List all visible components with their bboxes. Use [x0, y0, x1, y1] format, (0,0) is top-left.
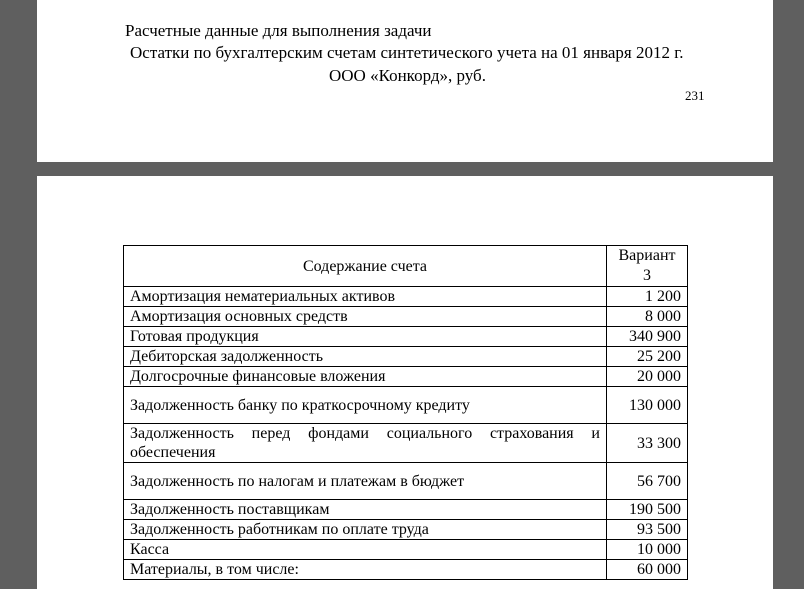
- document-page-bottom: [37, 176, 773, 589]
- account-value: 190 500: [607, 500, 688, 520]
- table-row: [124, 520, 688, 540]
- company-heading: ООО «Конкорд», руб.: [329, 66, 486, 85]
- account-name: Задолженность поставщикам: [124, 500, 607, 520]
- account-name: Задолженность работникам по оплате труда: [124, 520, 607, 540]
- account-value: 10 000: [607, 540, 688, 560]
- page-number: 231: [685, 88, 705, 103]
- account-value: 20 000: [607, 367, 688, 387]
- document-page-top: [37, 0, 773, 162]
- account-value: 56 700: [607, 463, 688, 500]
- table-row: [124, 287, 688, 307]
- account-name: Материалы, в том числе:: [124, 560, 607, 580]
- table-header-row: [124, 246, 688, 287]
- table-row: [124, 307, 688, 327]
- account-balances-table: [123, 245, 688, 580]
- header-account-content: Содержание счета: [124, 246, 607, 287]
- task-data-heading: Расчетные данные для выполнения задачи: [125, 21, 432, 40]
- table-row: [124, 327, 688, 347]
- account-name: Задолженность банку по краткосрочному кредиту: [124, 387, 607, 424]
- table-row: [124, 500, 688, 520]
- account-name: Касса: [124, 540, 607, 560]
- account-value: 93 500: [607, 520, 688, 540]
- account-name: Долгосрочные финансовые вложения: [124, 367, 607, 387]
- account-value: 25 200: [607, 347, 688, 367]
- account-value: 1 200: [607, 287, 688, 307]
- account-value: 60 000: [607, 560, 688, 580]
- account-name: Задолженность перед фондами социального страхования и обеспечения: [124, 424, 607, 463]
- table-row: [124, 560, 688, 580]
- account-value: 130 000: [607, 387, 688, 424]
- account-value: 8 000: [607, 307, 688, 327]
- table-row: [124, 463, 688, 500]
- table-row: [124, 387, 688, 424]
- account-name: Амортизация основных средств: [124, 307, 607, 327]
- balances-heading: Остатки по бухгалтерским счетам синтетического учета на 01 января 2012 г.: [130, 43, 684, 62]
- account-value: 340 900: [607, 327, 688, 347]
- account-name: Задолженность по налогам и платежам в бюджет: [124, 463, 607, 500]
- table-row: [124, 347, 688, 367]
- table-row: [124, 540, 688, 560]
- account-name: Готовая продукция: [124, 327, 607, 347]
- account-value: 33 300: [607, 424, 688, 463]
- account-name: Дебиторская задолженность: [124, 347, 607, 367]
- account-name: Амортизация нематериальных активов: [124, 287, 607, 307]
- table-row: [124, 424, 688, 463]
- header-variant: Вариант 3: [607, 246, 688, 287]
- table-row: [124, 367, 688, 387]
